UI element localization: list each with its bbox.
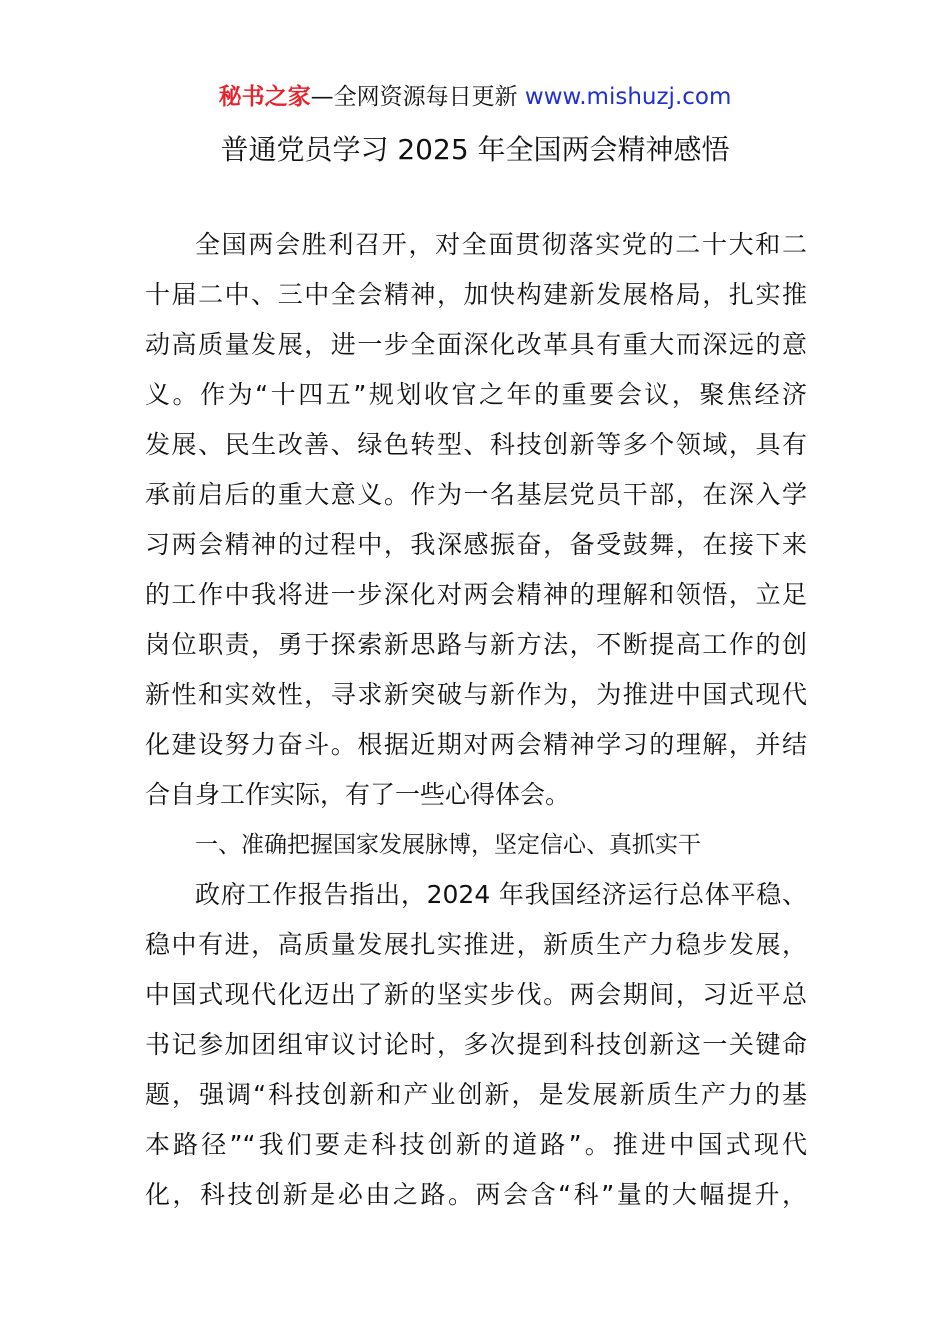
paragraph-line: 政府工作报告指出，2024 年我国经济运行总体平稳、 (195, 880, 807, 909)
document-title: 普通党员学习 2025 年全国两会精神感悟 (220, 133, 730, 166)
paragraph-line: 新性和实效性，寻求新突破与新作为，为推进中国式现代 (145, 680, 807, 709)
paragraph-line: 发展、民生改善、绿色转型、科技创新等多个领域，具有 (145, 430, 807, 459)
paragraph-line: 动高质量发展，进一步全面深化改革具有重大而深远的意 (145, 330, 807, 359)
paragraph-line: 的工作中我将进一步深化对两会精神的理解和领悟，立足 (145, 580, 807, 609)
paragraph-line: 稳中有进，高质量发展扎实推进，新质生产力稳步发展， (145, 930, 807, 959)
paragraph-line: 题，强调“科技创新和产业创新，是发展新质生产力的基 (145, 1080, 807, 1109)
paragraph-line: 化建设努力奋斗。根据近期对两会精神学习的理解，并结 (145, 730, 807, 759)
paragraph-line: 全国两会胜利召开，对全面贯彻落实党的二十大和二 (195, 230, 807, 259)
paragraph-line: 岗位职责，勇于探索新思路与新方法，不断提高工作的创 (145, 630, 807, 659)
section-heading: 一、准确把握国家发展脉博，坚定信心、真抓实干 (195, 832, 701, 858)
paragraph-line: 化，科技创新是必由之路。两会含“科”量的大幅提升， (145, 1180, 807, 1209)
paragraph-line: 十届二中、三中全会精神，加快构建新发展格局，扎实推 (145, 280, 807, 309)
paragraph-line: 本路径”“我们要走科技创新的道路”。推进中国式现代 (145, 1130, 807, 1159)
paragraph-line: 合自身工作实际，有了一些心得体会。 (145, 780, 571, 809)
paragraph-line: 习两会精神的过程中，我深感振奋，备受鼓舞，在接下来 (145, 530, 807, 559)
site-url-link[interactable]: www.mishuzj.com (524, 84, 732, 110)
site-name: 秘书之家 (218, 84, 311, 110)
paragraph-line: 中国式现代化迈出了新的坚实步伐。两会期间，习近平总 (145, 980, 807, 1009)
site-header (0, 80, 950, 114)
paragraph-line: 承前启后的重大意义。作为一名基层党员干部，在深入学 (145, 480, 807, 509)
site-tagline: —全网资源每日更新 (310, 84, 518, 110)
document-body (145, 220, 807, 1220)
paragraph-line: 书记参加团组审议讨论时，多次提到科技创新这一关键命 (145, 1030, 807, 1059)
paragraph-line: 义。作为“十四五”规划收官之年的重要会议，聚焦经济 (145, 380, 807, 409)
